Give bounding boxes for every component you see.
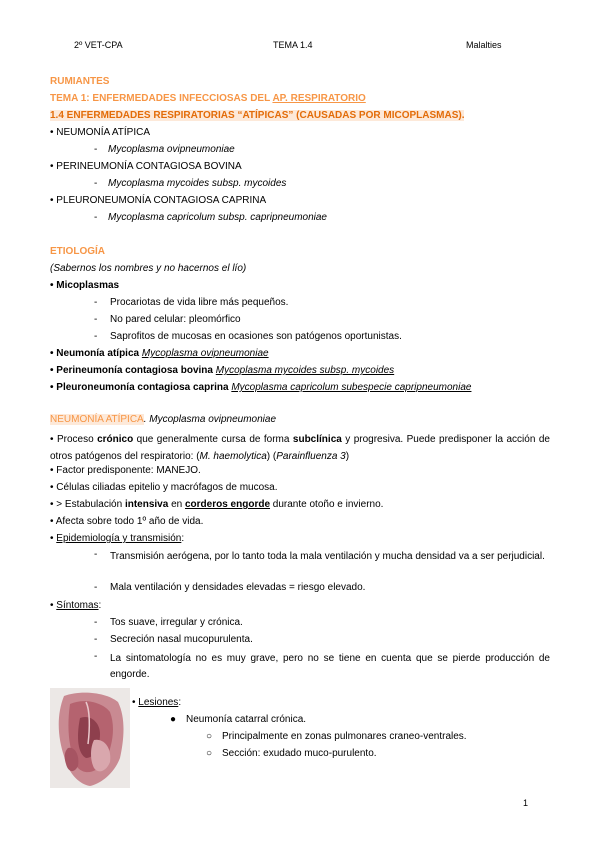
pair-label: • Neumonía atípica [50,348,142,359]
p1-text: • Proceso [50,434,98,445]
les-label-text: Lesiones [138,697,179,708]
afecta-line: • Afecta sobre todo 1º año de vida. [50,516,204,527]
dash-marker: - [94,178,98,189]
circle-bullet: ○ [206,748,213,759]
sintomas-label [50,600,101,612]
dash-marker: - [94,549,98,560]
sint-label-text: Síntomas [56,600,99,611]
header-right: Malalties [466,40,502,50]
p1-text: ) [345,451,350,462]
intro-agent-3: Mycoplasma capricolum subsp. capripneumoniae [108,212,327,223]
p1-parainfluenza: Parainfluenza 3 [276,451,346,462]
estabulacion-line [50,499,383,511]
epi-item-2: Mala ventilación y densidades elevadas = riesgo elevado. [110,582,366,593]
lung-lesion-image [50,688,130,788]
p1-text: y progresiva. Puede predisponer la acción de otros patógenos del respiratorio: ( [50,434,550,462]
sint-item-1: Tos suave, irregular y crónica. [110,617,243,628]
estab-intensiva: intensiva [124,499,169,510]
lesiones-sub-2: Sección: exudado muco-purulento. [222,748,377,759]
intro-disease-3: • PLEURONEUMONÍA CONTAGIOSA CAPRINA [50,195,267,206]
neumonia-heading [50,414,276,426]
factor-line: • Factor predisponente: MANEJO. [50,465,201,476]
lesiones-main: Neumonía catarral crónica. [186,714,307,725]
epidemiologia-label [50,533,184,545]
p1-subclinica: subclínica [292,434,342,445]
sint-item-3: La sintomatología no es muy grave, pero no se tiene en cuenta que se pierde producción de engorde. [110,653,550,680]
dash-marker: - [94,297,98,308]
neumonia-paragraph-1 [50,431,550,465]
bullet: • [132,697,139,708]
section-title: RUMIANTES [50,76,110,87]
bullet: • [50,600,57,611]
page-number: 1 [522,798,528,808]
colon: : [181,533,185,544]
tema-title-prefix: TEMA 1: ENFERMEDADES INFECCIOSAS DEL [50,93,273,104]
intro-disease-2: • PERINEUMONÍA CONTAGIOSA BOVINA [50,161,242,172]
intro-agent-2: Mycoplasma mycoides subsp. mycoides [108,178,287,189]
pair-agent: Mycoplasma mycoides subsp. mycoides [215,365,395,376]
micoplasmas-label: • Micoplasmas [50,280,120,291]
estab-text: • > Estabulación [50,499,125,510]
lung-illustration [50,688,130,788]
etiologia-heading: ETIOLOGÍA [50,246,105,257]
header-left: 2º VET-CPA [74,40,123,50]
sint-item-2: Secreción nasal mucopurulenta. [110,634,253,645]
neumonia-heading-title: NEUMONÍA ATÍPICA [50,414,144,425]
lesiones-sub-1: Principalmente en zonas pulmonares craneo-ventrales. [222,731,467,742]
intro-agent-1: Mycoplasma ovipneumoniae [108,144,235,155]
etiologia-pair-2 [50,365,394,377]
circle-bullet: ○ [206,731,213,742]
mico-item-3: Saprofitos de mucosas en ocasiones son patógenos oportunistas. [110,331,402,342]
lesiones-main-bullet: ● [170,714,177,725]
intro-disease-1: • NEUMONÍA ATÍPICA [50,127,150,138]
pair-label: • Pleuroneumonía contagiosa caprina [50,382,232,393]
tema-title [50,93,366,105]
colon: : [178,697,182,708]
epi-label-text: Epidemiología y transmisión [56,533,182,544]
tema-title-link: AP. RESPIRATORIO [272,93,366,104]
dash-marker: - [94,314,98,325]
etiologia-pair-1 [50,348,269,360]
pair-agent: Mycoplasma capricolum subespecie capripneumoniae [231,382,472,393]
celulas-line: • Células ciliadas epitelio y macrófagos de mucosa. [50,482,278,493]
estab-text: en [168,499,185,510]
etiologia-pair-3 [50,382,471,394]
mico-item-1: Procariotas de vida libre más pequeños. [110,297,289,308]
subtema-title [50,110,464,122]
bullet: • [50,533,57,544]
dash-marker: - [94,651,98,662]
lesiones-label [132,697,181,709]
p1-haemolytica: M. haemolytica [199,451,267,462]
dash-marker: - [94,634,98,645]
subtema-highlight: 1.4 ENFERMEDADES RESPIRATORIAS “ATÍPICAS” (CAUSADAS POR MICOPLASMAS). [50,110,465,121]
colon: : [98,600,102,611]
pair-agent: Mycoplasma ovipneumoniae [141,348,269,359]
header-center: TEMA 1.4 [273,40,313,50]
neumonia-heading-agent: . Mycoplasma ovipneumoniae [143,414,277,425]
dash-marker: - [94,212,98,223]
dash-marker: - [94,582,98,593]
estab-corderos: corderos engorde [184,499,271,510]
etiologia-note: (Sabernos los nombres y no hacernos el lío) [50,263,247,274]
pair-label: • Perineumonía contagiosa bovina [50,365,216,376]
dash-marker: - [94,144,98,155]
dash-marker: - [94,331,98,342]
p1-text: que generalmente cursa de forma [133,434,293,445]
estab-text: durante otoño e invierno. [270,499,384,510]
p1-text: ) ( [266,451,277,462]
mico-item-2: No pared celular: pleomórfico [110,314,241,325]
p1-cronico: crónico [97,434,134,445]
dash-marker: - [94,617,98,628]
epi-item-1: Transmisión aerógena, por lo tanto toda la mala ventilación y mucha densidad va a ser perjudicial. [110,551,545,562]
